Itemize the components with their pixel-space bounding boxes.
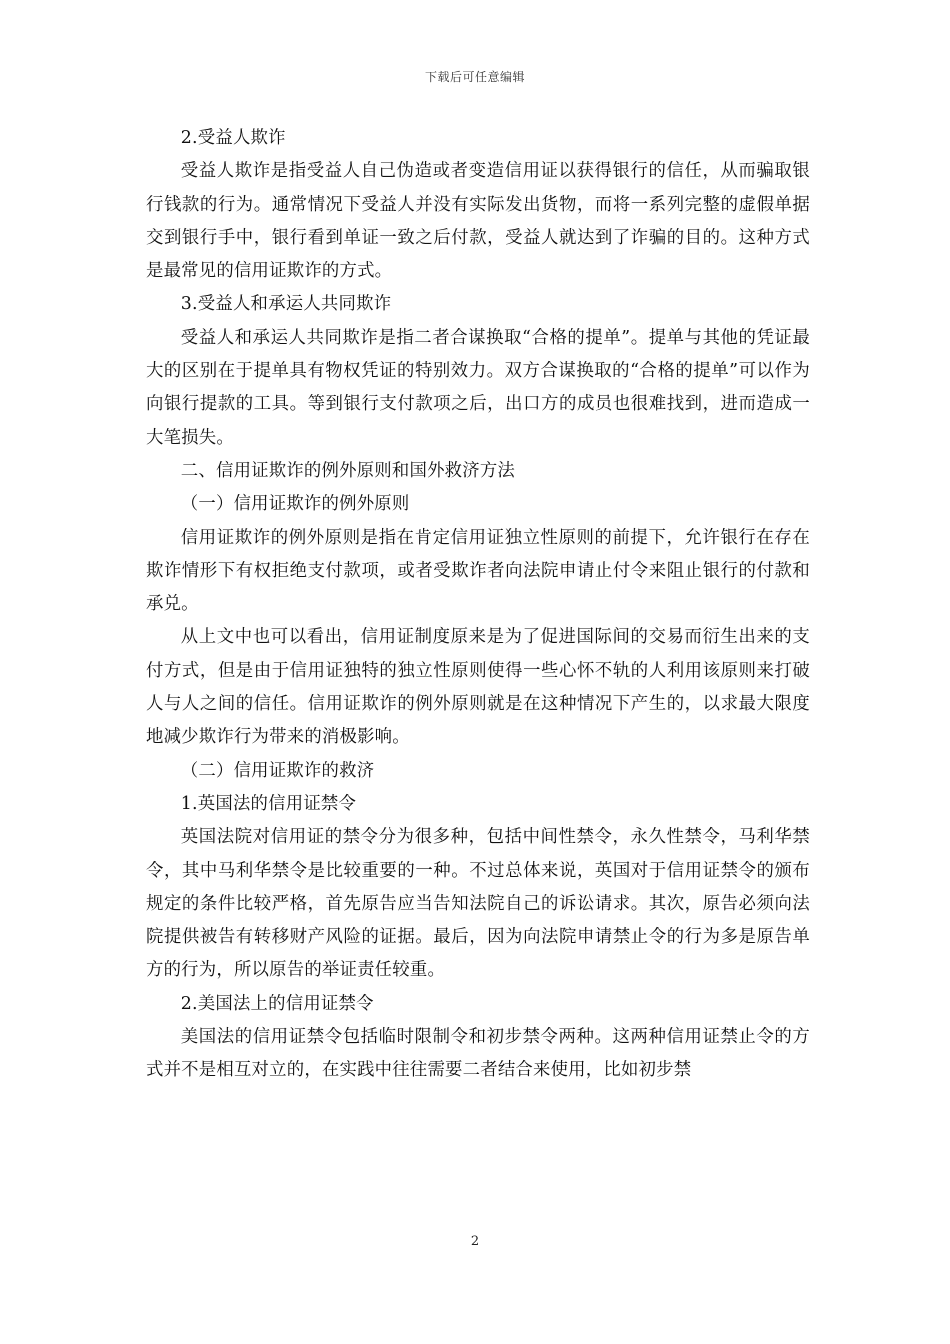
paragraph-exception-definition: 信用证欺诈的例外原则是指在肯定信用证独立性原则的前提下，允许银行在存在欺诈情形下有权拒绝支付款项，或者受欺诈者向法院申请止付令来阻止银行的付款和承兑。 — [146, 527, 810, 615]
paragraph-beneficiary-fraud: 受益人欺诈是指受益人自己伪造或者变造信用证以获得银行的信任，从而骗取银行钱款的行为。通常情况下受益人并没有实际发出货物，而将一系列完整的虚假单据交到银行手中，银行看到单证一致之后付款，受益人就达到了诈骗的目的。这种方式是最常见的信用证欺诈的方式。 — [146, 161, 810, 282]
paragraph-uk-injunction: 英国法院对信用证的禁令分为很多种，包括中间性禁令，永久性禁令，马利华禁令，其中马利华禁令是比较重要的一种。不过总体来说，英国对于信用证禁令的颁布规定的条件比较严格，首先原告应当告知法院自己的诉讼请求。其次，原告必须向法院提供被告有转移财产风险的证据。最后，因为向法院申请禁止令的行为多是原告单方的行为，所以原告的举证责任较重。 — [146, 827, 810, 981]
section-heading-uk-injunction: 1.英国法的信用证禁令 — [180, 793, 357, 814]
document-body — [146, 122, 810, 1088]
section-heading-joint-fraud: 3.受益人和承运人共同欺诈 — [180, 294, 392, 315]
paragraph-joint-fraud: 受益人和承运人共同欺诈是指二者合谋换取“合格的提单”。提单与其他的凭证最大的区别在于提单具有物权凭证的特别效力。双方合谋换取的“合格的提单”可以作为向银行提款的工具。等到银行支付款项之后，出口方的成员也很难找到，进而造成一大笔损失。 — [146, 327, 810, 448]
paragraph-us-injunction: 美国法的信用证禁令包括临时限制令和初步禁令两种。这两种信用证禁止令的方式并不是相互对立的，在实践中往往需要二者结合来使用，比如初步禁 — [146, 1027, 810, 1081]
page-header: 下载后可任意编辑 — [424, 70, 525, 84]
subsection-heading-remedies: （二）信用证欺诈的救济 — [180, 760, 375, 781]
chapter-heading-exception-principle: 二、信用证欺诈的例外原则和国外救济方法 — [180, 460, 516, 481]
subsection-heading-exception-principle: （一）信用证欺诈的例外原则 — [180, 494, 410, 515]
section-heading-beneficiary-fraud: 2.受益人欺诈 — [180, 128, 286, 148]
section-heading-us-injunction: 2.美国法上的信用证禁令 — [180, 993, 374, 1014]
page-number: 2 — [470, 1234, 480, 1249]
paragraph-exception-background: 从上文中也可以看出，信用证制度原来是为了促进国际间的交易而衍生出来的支付方式，但是由于信用证独特的独立性原则使得一些心怀不轨的人利用该原则来打破人与人之间的信任。信用证欺诈的例外原则就是在这种情况下产生的，以求最大限度地减少欺诈行为带来的消极影响。 — [146, 627, 810, 748]
